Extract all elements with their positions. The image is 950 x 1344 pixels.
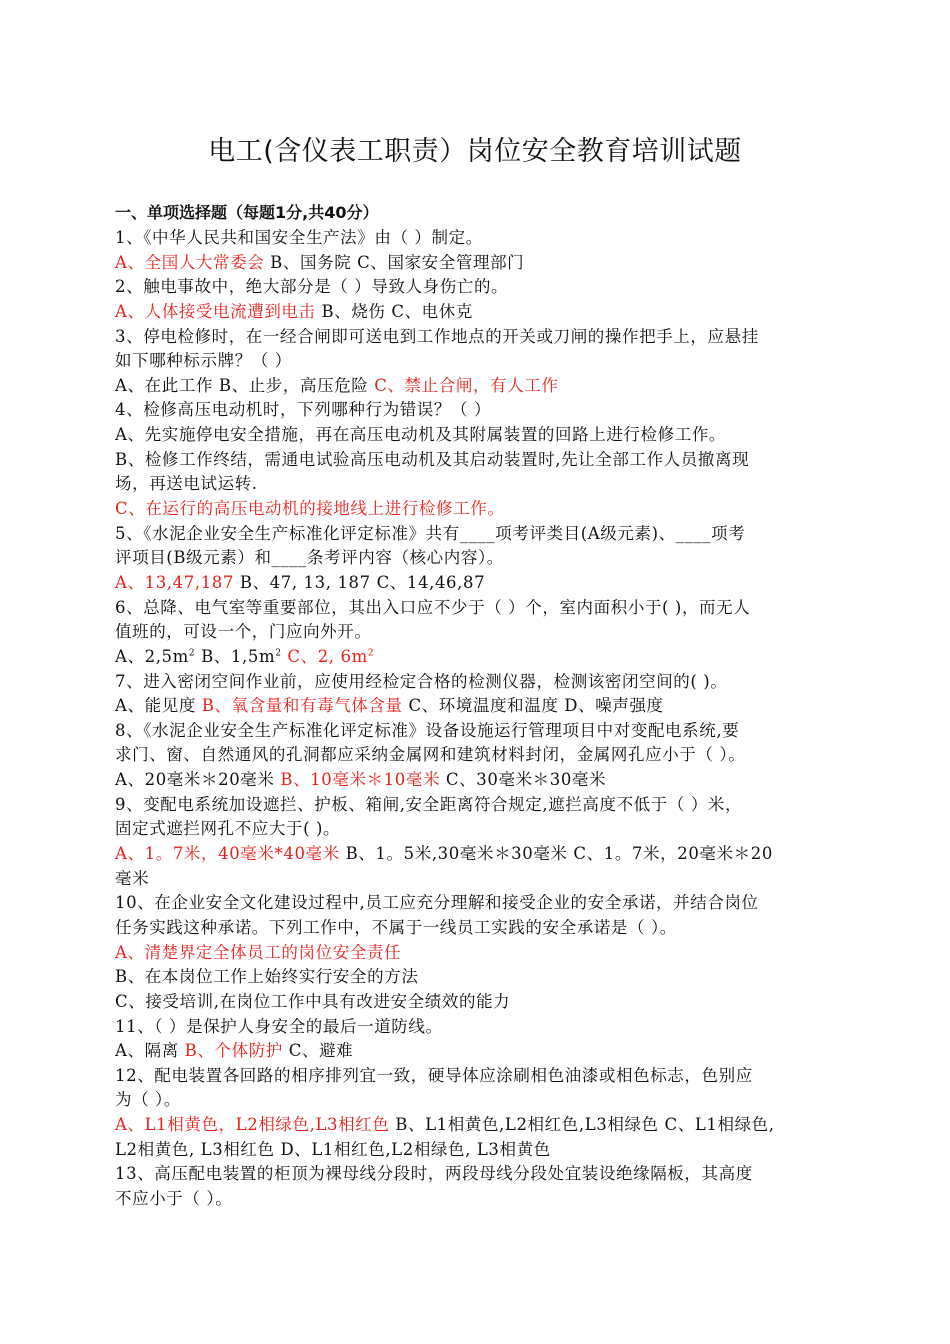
text-line bbox=[115, 1187, 835, 1212]
section-heading: 一、单项选择题（每题1分,共40分） bbox=[115, 203, 379, 222]
question-text: 任务实践这种承诺。下列工作中，不属于一线员工实践的安全承诺是（ ）。 bbox=[115, 917, 677, 937]
text-line bbox=[115, 941, 835, 966]
answer-text: 2 bbox=[367, 648, 375, 659]
question-text: 固定式遮拦网孔不应大于( )。 bbox=[115, 819, 341, 839]
answer-text: C、禁止合闸，有人工作 bbox=[374, 375, 559, 395]
text-line bbox=[115, 1138, 835, 1163]
text-line bbox=[115, 620, 835, 645]
question-text: A、2,5m bbox=[115, 646, 189, 666]
text-line bbox=[115, 719, 835, 744]
question-text: B、47, 13, 187 C、14,46,87 bbox=[234, 572, 486, 592]
question-text: 9、变配电系统加设遮拦、护板、箱闸,安全距离符合规定,遮拦高度不低于（ ）米， bbox=[115, 794, 743, 814]
question-text: B、烧伤 C、电休克 bbox=[315, 301, 473, 321]
question-text: 8、《水泥企业安全生产标准化评定标准》设备设施运行管理项目中对变配电系统,要 bbox=[115, 720, 740, 740]
question-text: 12、配电装置各回路的相序排列宜一致，硬导体应涂刷相色油漆或相色标志，色别应 bbox=[115, 1065, 753, 1085]
text-line bbox=[115, 1039, 835, 1064]
answer-text: A、1。7米，40毫米*40毫米 bbox=[115, 844, 340, 864]
question-text: 2 bbox=[275, 648, 282, 659]
question-text: 10、在企业安全文化建设过程中,员工应充分理解和接受企业的安全承诺，并结合岗位 bbox=[115, 893, 759, 913]
text-line bbox=[115, 497, 835, 522]
question-text: 场，再送电试运转. bbox=[115, 474, 258, 494]
text-line bbox=[115, 990, 835, 1015]
text-line bbox=[115, 965, 835, 990]
question-text: 13、高压配电装置的柜顶为裸母线分段时，两段母线分段处宜装设绝缘隔板，其高度 bbox=[115, 1164, 753, 1184]
text-line bbox=[115, 694, 835, 719]
text-line bbox=[115, 743, 835, 768]
question-text: A、先实施停电安全措施，再在高压电动机及其附属装置的回路上进行检修工作。 bbox=[115, 425, 727, 445]
question-text: 如下哪种标示牌？（ ） bbox=[115, 351, 292, 371]
text-line bbox=[115, 793, 835, 818]
text-line bbox=[115, 226, 835, 251]
question-text: 为（ ）。 bbox=[115, 1090, 181, 1110]
question-text: 1、《中华人民共和国安全生产法》由（ ）制定。 bbox=[115, 228, 483, 247]
question-text: 3、停电检修时，在一经合闸即可送电到工作地点的开关或刀闸的操作把手上，应悬挂 bbox=[115, 326, 759, 346]
question-text: B、国务院 C、国家安全管理部门 bbox=[264, 252, 525, 272]
document-title: 电工(含仪表工职责）岗位安全教育培训试题 bbox=[208, 136, 742, 167]
question-text: 6、总降、电气室等重要部位，其出入口应不少于（ ）个，室内面积小于( )，而无人 bbox=[115, 597, 751, 617]
answer-text: A、L1相黄色，L2相绿色,L3相红色 bbox=[115, 1115, 390, 1135]
answer-text: C、在运行的高压电动机的接地线上进行检修工作。 bbox=[115, 499, 505, 519]
text-line bbox=[115, 251, 835, 276]
text-line bbox=[115, 522, 835, 547]
text-line bbox=[115, 1162, 835, 1187]
question-text: 求门、窗、自然通风的孔洞都应采纳金属网和建筑材料封闭，金属网孔应小于（ ）。 bbox=[115, 745, 746, 765]
question-text: A、隔离 bbox=[115, 1041, 185, 1061]
text-line bbox=[115, 916, 835, 941]
text-line bbox=[115, 472, 835, 497]
text-line bbox=[115, 448, 835, 473]
answer-text: A、人体接受电流遭到电击 bbox=[115, 301, 316, 321]
question-text: B、在本岗位工作上始终实行安全的方法 bbox=[115, 967, 419, 987]
text-line bbox=[115, 1088, 835, 1113]
text-line bbox=[115, 842, 835, 867]
answer-text: B、氧含量和有毒气体含量 bbox=[201, 696, 403, 716]
text-line bbox=[115, 1113, 835, 1138]
question-text: 7、进入密闭空间作业前，应使用经检定合格的检测仪器，检测该密闭空间的( )。 bbox=[115, 671, 728, 691]
question-text: C、环境温度和温度 D、噪声强度 bbox=[402, 696, 664, 716]
text-line bbox=[115, 867, 835, 892]
text-line bbox=[115, 670, 835, 695]
text-line bbox=[115, 645, 835, 670]
text-line bbox=[115, 571, 835, 596]
question-text: B、L1相黄色,L2相红色,L3相绿色 C、L1相绿色, bbox=[389, 1115, 775, 1135]
question-text: 毫米 bbox=[115, 868, 150, 888]
question-text: 4、检修高压电动机时，下列哪种行为错误？（ ） bbox=[115, 400, 492, 420]
text-line bbox=[115, 1064, 835, 1089]
question-text: B、1,5m bbox=[195, 646, 276, 666]
answer-text: A、全国人大常委会 bbox=[115, 252, 265, 272]
text-line bbox=[115, 300, 835, 325]
question-text: 不应小于（ ）。 bbox=[115, 1188, 233, 1208]
question-text: A、能见度 bbox=[115, 696, 202, 716]
text-line bbox=[115, 275, 835, 300]
question-text: C、接受培训,在岗位工作中具有改进安全绩效的能力 bbox=[115, 991, 511, 1011]
text-line bbox=[115, 596, 835, 621]
text-line bbox=[115, 1015, 835, 1040]
text-line bbox=[115, 817, 835, 842]
question-text: 2 bbox=[188, 648, 196, 659]
question-text: 评项目(B级元素）和____条考评内容（核心内容）。 bbox=[115, 548, 504, 568]
text-line bbox=[115, 325, 835, 350]
answer-text: A、13,47,187 bbox=[115, 572, 234, 592]
question-list bbox=[115, 226, 835, 1212]
question-text: A、20毫米＊20毫米 bbox=[115, 770, 281, 790]
question-text: 值班的，可设一个，门应向外开。 bbox=[115, 622, 372, 642]
text-line bbox=[115, 891, 835, 916]
text-line bbox=[115, 398, 835, 423]
text-line bbox=[115, 768, 835, 793]
text-line bbox=[115, 546, 835, 571]
answer-text: B、10毫米＊10毫米 bbox=[280, 770, 441, 790]
question-text: B、1。5米,30毫米＊30毫米 C、1。7米，20毫米＊20 bbox=[339, 844, 773, 864]
question-text: L2相黄色, L3相红色 D、L1相红色,L2相绿色, L3相黄色 bbox=[115, 1139, 551, 1159]
question-text: 5、《水泥企业安全生产标准化评定标准》共有____项考评类目(A级元素)、____项考 bbox=[115, 523, 746, 543]
answer-text: A、清楚界定全体员工的岗位安全责任 bbox=[115, 942, 402, 962]
question-text: C、30毫米＊30毫米 bbox=[440, 770, 607, 790]
text-line bbox=[115, 374, 835, 399]
question-text: C、避难 bbox=[282, 1041, 354, 1061]
question-text: A、在此工作 B、止步，高压危险 bbox=[115, 375, 375, 395]
text-line bbox=[115, 349, 835, 374]
question-text: B、检修工作终结，需通电试验高压电动机及其启动装置时,先让全部工作人员撤离现 bbox=[115, 449, 750, 469]
answer-text: C、2, 6m bbox=[281, 646, 368, 666]
question-text: 11、（ ）是保护人身安全的最后一道防线。 bbox=[115, 1016, 443, 1036]
answer-text: B、个体防护 bbox=[184, 1041, 283, 1061]
question-text: 2、触电事故中，绝大部分是（ ）导致人身伤亡的。 bbox=[115, 277, 509, 297]
text-line bbox=[115, 423, 835, 448]
